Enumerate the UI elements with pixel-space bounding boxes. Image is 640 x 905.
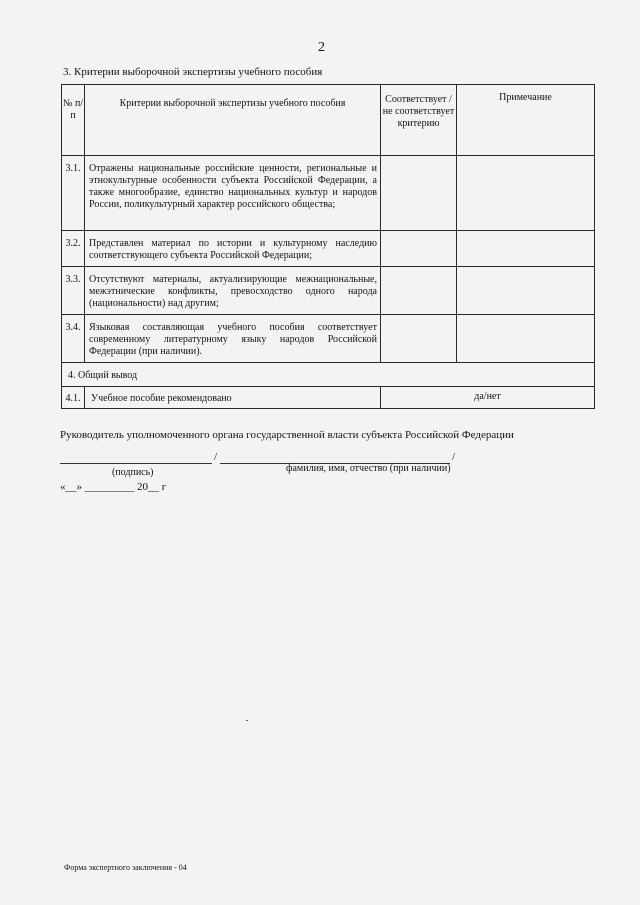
table-header-row <box>62 85 595 156</box>
row-number: 4.1. <box>62 387 85 409</box>
table-row <box>62 267 595 315</box>
signature-title: Руководитель уполномоченного органа государственной власти субъекта Российской Федерации <box>60 429 514 441</box>
criterion-text: Отсутствуют материалы, актуализирующие межнациональные, межэтнические конфликты, превосходство одного народа (национальности) над другим; <box>85 267 381 315</box>
note-cell[interactable] <box>457 231 595 267</box>
recommendation-text: Учебное пособие рекомендовано <box>85 387 381 409</box>
match-cell[interactable] <box>381 267 457 315</box>
row-number: 3.4. <box>62 315 85 363</box>
match-cell[interactable] <box>381 156 457 231</box>
match-cell[interactable] <box>381 231 457 267</box>
form-footer: Форма экспертного заключения - 04 <box>64 863 187 872</box>
criterion-text: Языковая составляющая учебного пособия соответствует современному литературному языку народов Российской Федерации (при наличии). <box>85 315 381 363</box>
header-match: Соответствует /не соответствует критерию <box>381 85 457 156</box>
criteria-table <box>61 84 595 409</box>
header-note: Примечание <box>457 85 595 156</box>
scan-speck <box>246 720 248 721</box>
signature-slash-right: / <box>452 451 456 463</box>
section-title: 3. Критерии выборочной экспертизы учебного пособия <box>63 66 323 78</box>
signature-slash-left: / <box>214 451 218 463</box>
row-number: 3.3. <box>62 267 85 315</box>
match-cell[interactable] <box>381 315 457 363</box>
row-number: 3.2. <box>62 231 85 267</box>
header-num: № п/п <box>62 85 85 156</box>
note-cell[interactable] <box>457 267 595 315</box>
signature-line <box>60 463 212 464</box>
criterion-text: Представлен материал по истории и культурному наследию соответствующего субъекта Российской Федерации; <box>85 231 381 267</box>
recommendation-value[interactable]: да/нет <box>381 387 595 409</box>
recommendation-row <box>62 387 595 409</box>
table-row <box>62 156 595 231</box>
header-criteria: Критерии выборочной экспертизы учебного пособия <box>85 85 381 156</box>
page-number: 2 <box>318 40 325 55</box>
signature-caption: (подпись) <box>112 467 154 478</box>
table-row <box>62 315 595 363</box>
conclusion-row <box>62 363 595 387</box>
row-number: 3.1. <box>62 156 85 231</box>
table-row <box>62 231 595 267</box>
note-cell[interactable] <box>457 315 595 363</box>
criterion-text: Отражены национальные российские ценности, региональные и этнокультурные особенности субъекта Российской Федерации, а также многообразие, единство национальных культур и народов России, поликультурный характер российского общества; <box>85 156 381 231</box>
name-caption: фамилия, имя, отчество (при наличии) <box>286 463 451 474</box>
date-line: «__» _________ 20__ г <box>60 481 167 493</box>
conclusion-title: 4. Общий вывод <box>62 363 595 387</box>
note-cell[interactable] <box>457 156 595 231</box>
